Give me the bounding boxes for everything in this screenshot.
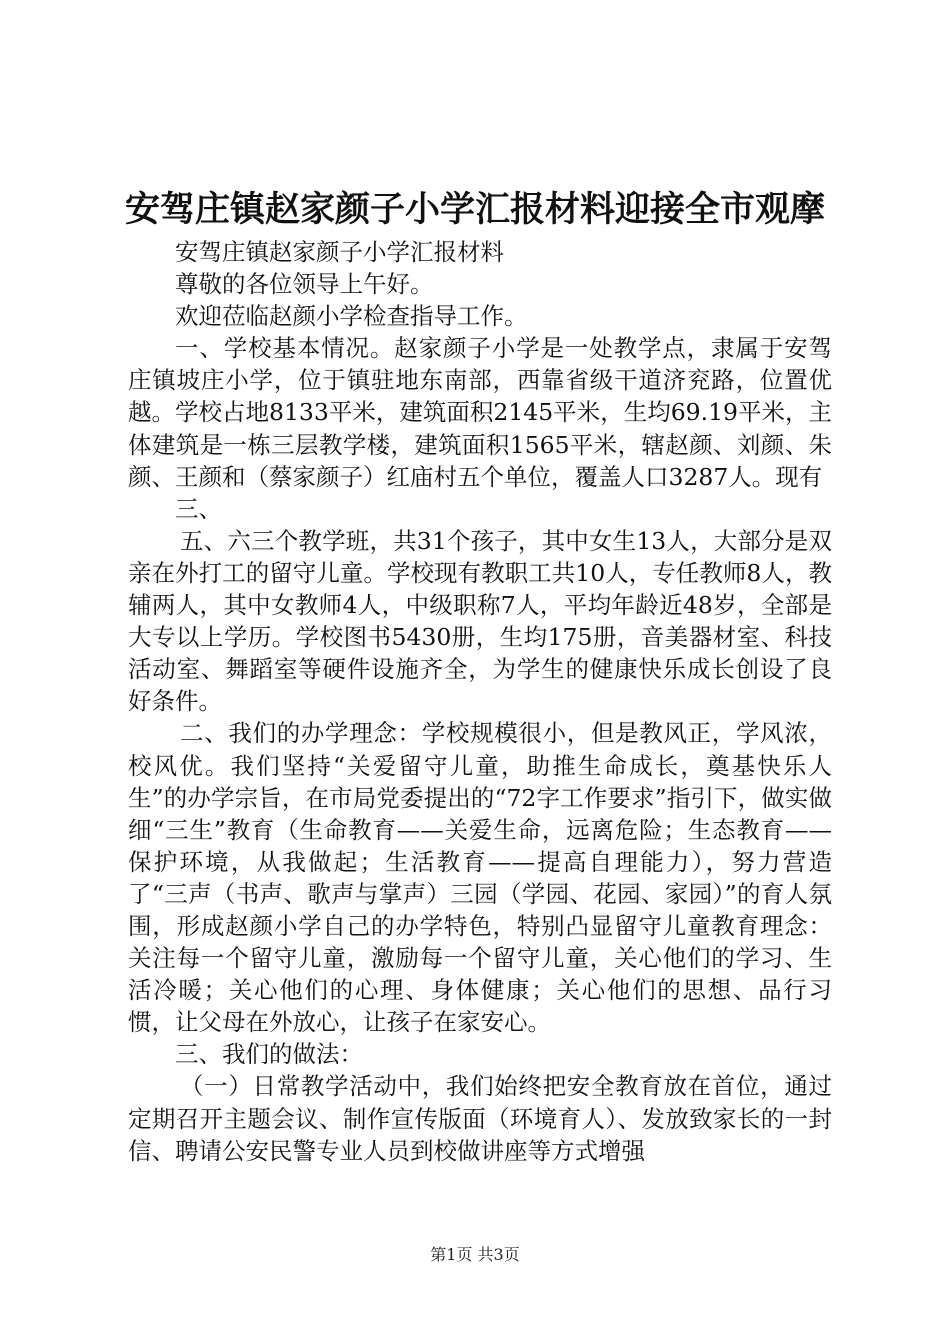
paragraph: 三、 (175, 494, 222, 523)
document-title: 安驾庄镇赵家颜子小学汇报材料迎接全市观摩 (124, 189, 825, 230)
document-body (128, 236, 832, 1167)
paragraph: 三、我们的做法： (175, 1040, 363, 1069)
page-footer: 第1页 共3页 (430, 1245, 520, 1264)
paragraph: 欢迎莅临赵颜小学检查指导工作。 (175, 302, 528, 331)
paragraph: 二、我们的办学理念：学校规模很小，但是教风正，学风浓，校风优。我们坚持“关爱留守儿童，助推生命成长，奠基快乐人生”的办学宗旨，在市局党委提出的“72字工作要求”指引下，做实做细“三生”教育（生命教育——关爱生命，远离危险；生态教育——保护环境，从我做起；生活教育——提高自理能力），努力营造了“三声（书声、歌声与掌声）三园（学园、花园、家园）”的育人氛围，形成赵颜小学自己的办学特色，特别凸显留守儿童教育理念：关注每一个留守儿童，激励每一个留守儿童，关心他们的学习、生活冷暖；关心他们的心理、身体健康；关心他们的思想、品行习惯，让父母在外放心，让孩子在家安心。 (128, 719, 832, 1037)
paragraph: 尊敬的各位领导上午好。 (175, 270, 434, 299)
paragraph: 一、学校基本情况。赵家颜子小学是一处教学点，隶属于安驾庄镇坡庄小学，位于镇驻地东南部，西靠省级干道济兖路，位置优越。学校占地8133平米，建筑面积2145平米，生均69.19平米，主体建筑是一栋三层教学楼，建筑面积1565平米，辖赵颜、刘颜、朱颜、王颜和（蔡家颜子）红庙村五个单位，覆盖人口3287人。现有 (128, 334, 832, 491)
paragraph: （一）日常教学活动中，我们始终把安全教育放在首位，通过定期召开主题会议、制作宣传版面（环境育人）、发放致家长的一封信、聘请公安民警专业人员到校做讲座等方式增强 (128, 1072, 832, 1165)
paragraph: 五、六三个教学班，共31个孩子，其中女生13人，大部分是双亲在外打工的留守儿童。学校现有教职工共10人，专任教师8人，教辅两人，其中女教师4人，中级职称7人，平均年龄近48岁，全部是大专以上学历。学校图书5430册，生均175册，音美器材室、科技活动室、舞蹈室等硬件设施齐全，为学生的健康快乐成长创设了良好条件。 (128, 526, 832, 716)
paragraph: 安驾庄镇赵家颜子小学汇报材料 (175, 238, 504, 266)
